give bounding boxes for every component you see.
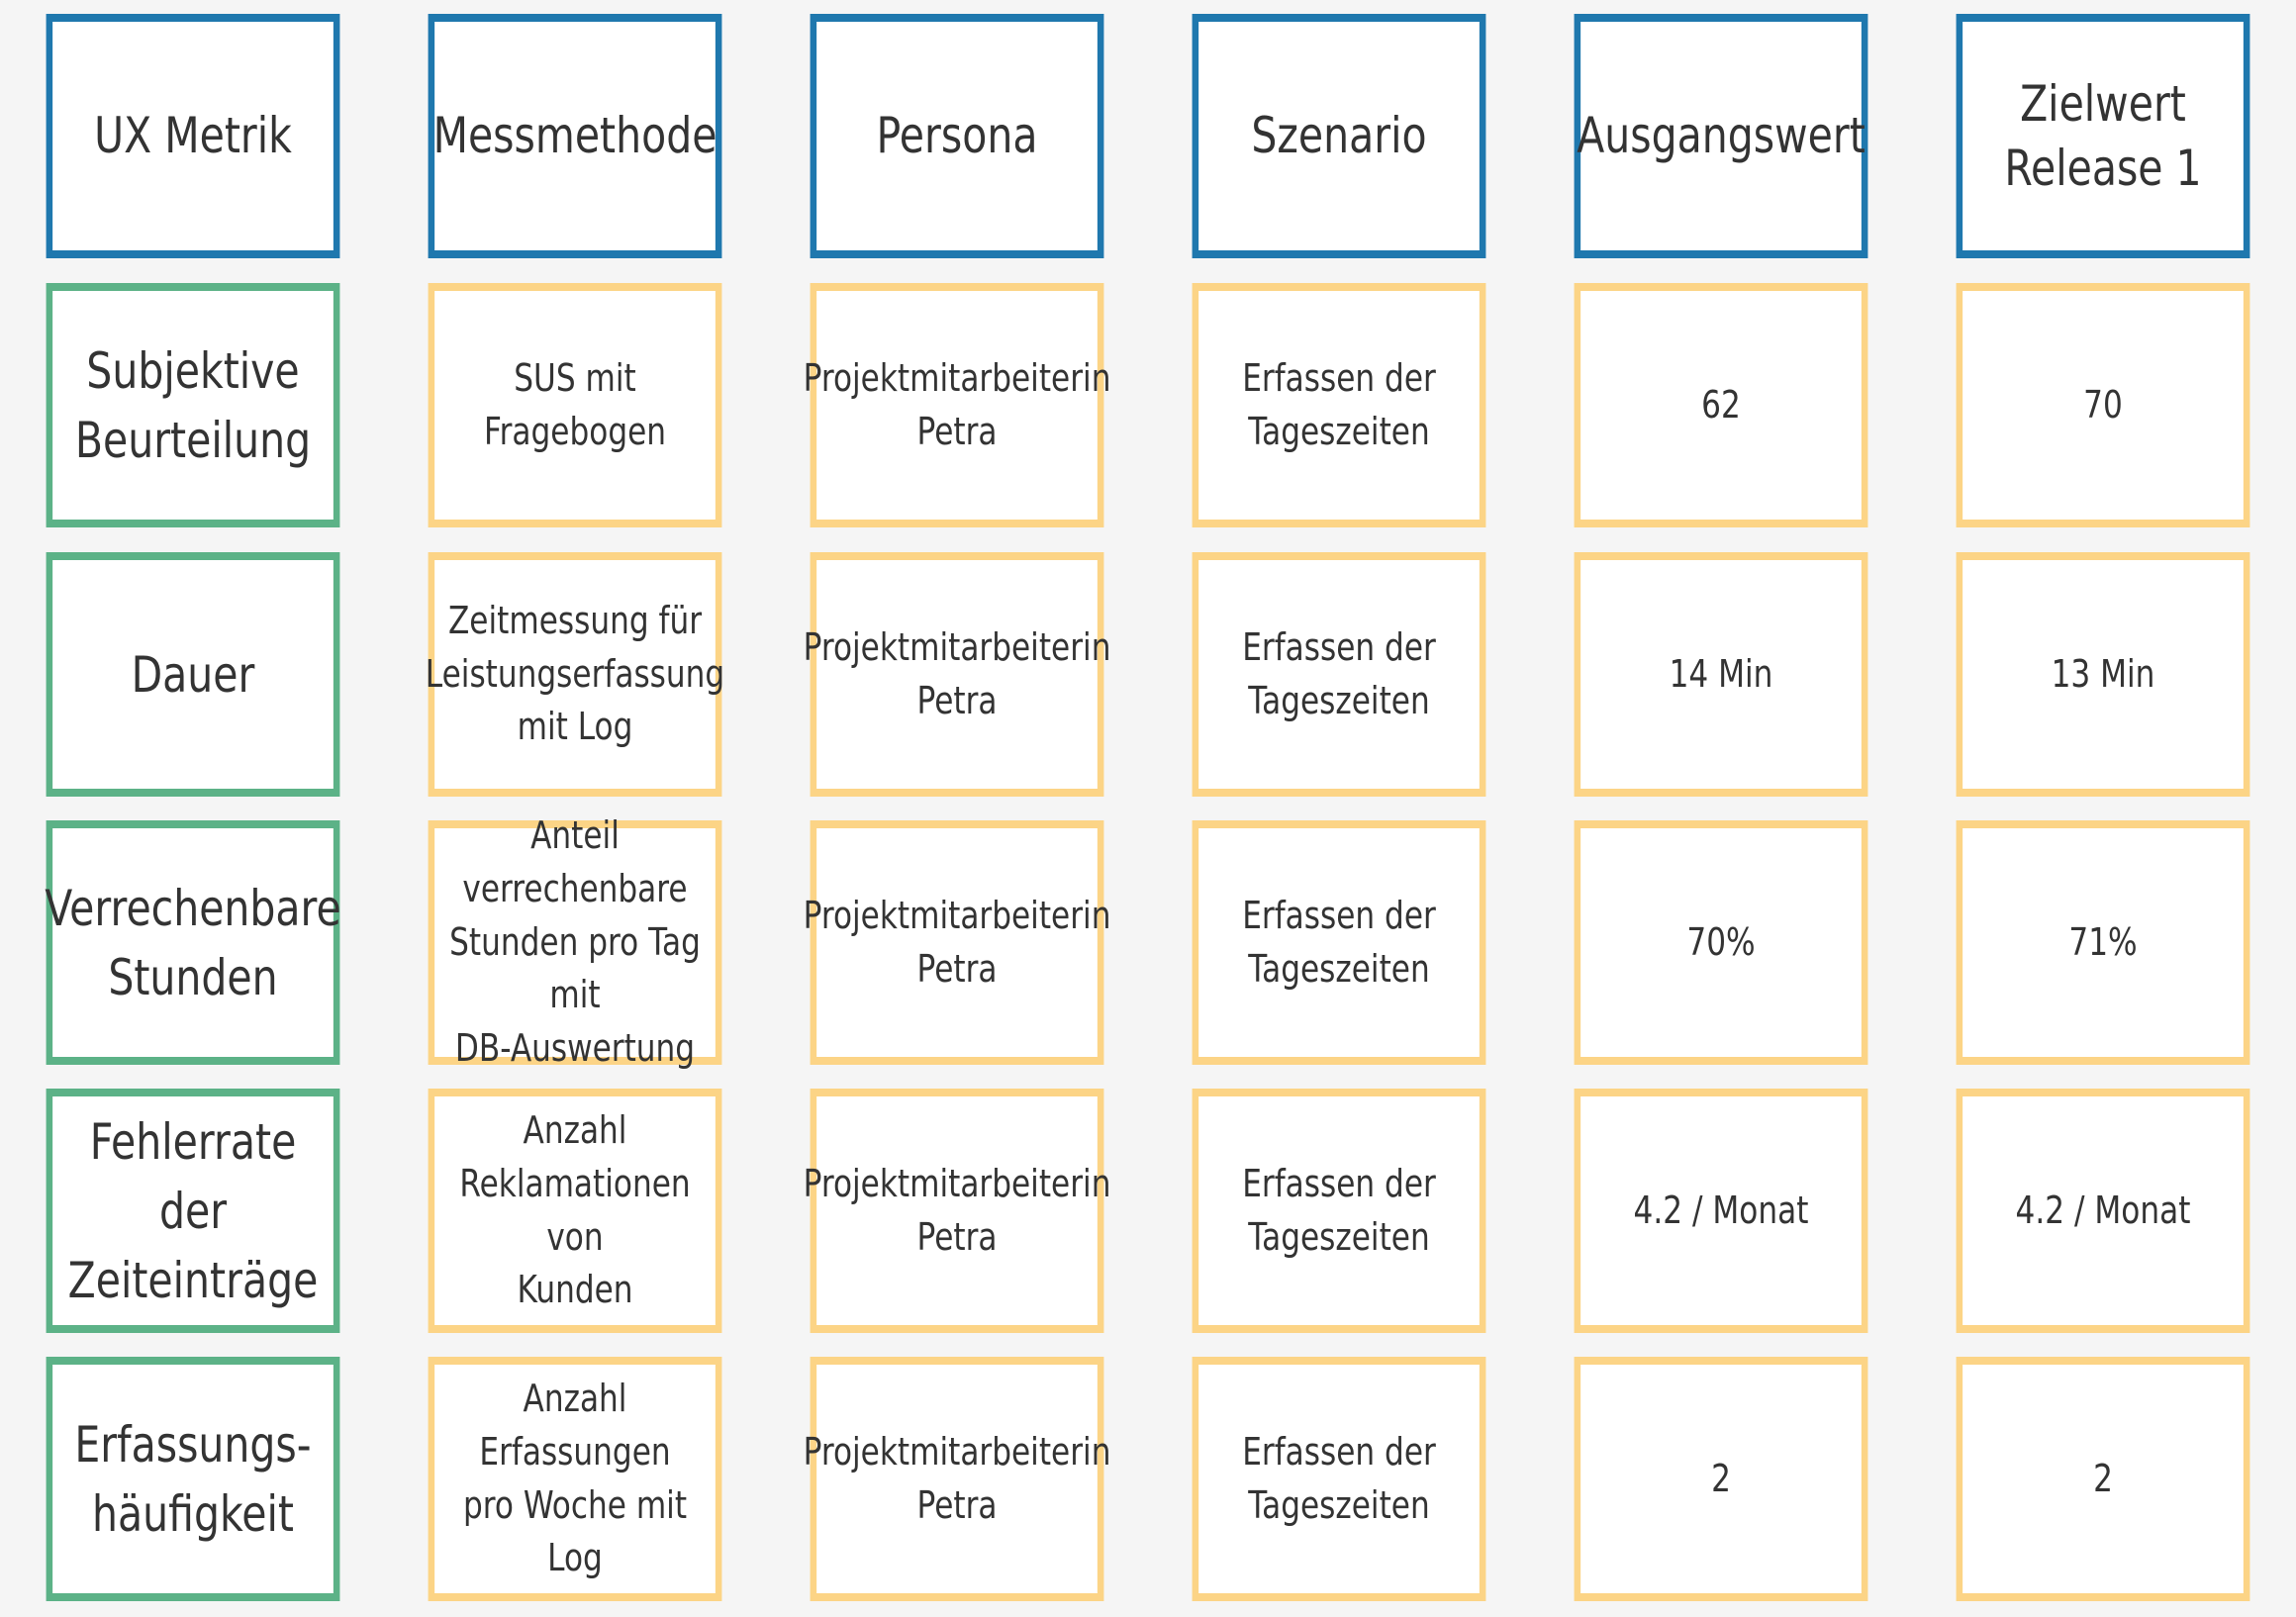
baseline-cell — [1575, 820, 1868, 1065]
persona-cell — [803, 552, 1111, 797]
baseline-value: 4.2 / Monat — [1633, 1188, 1809, 1232]
persona-text: Projektmitarbeiterin Petra — [803, 1161, 1111, 1259]
header-label: Persona — [876, 107, 1038, 164]
scenario-cell — [1193, 820, 1486, 1065]
scenario-text: Erfassen der Tageszeiten — [1242, 1429, 1436, 1527]
method-text: Anzahl Reklamationen von Kunden — [459, 1107, 691, 1312]
method-cell — [425, 552, 725, 797]
scenario-text: Erfassen der Tageszeiten — [1242, 355, 1436, 453]
target-cell — [1957, 1357, 2250, 1601]
target-value: 71% — [2068, 919, 2138, 964]
persona-cell — [803, 820, 1111, 1065]
metric-cell — [47, 1089, 340, 1333]
persona-cell — [803, 1357, 1111, 1601]
target-value: 13 Min — [2051, 651, 2155, 696]
baseline-value: 62 — [1701, 382, 1741, 427]
scenario-text: Erfassen der Tageszeiten — [1242, 1161, 1436, 1259]
metric-cell — [47, 1357, 340, 1601]
baseline-value: 2 — [1711, 1456, 1731, 1500]
baseline-cell — [1575, 1089, 1868, 1333]
header-ausgangswert — [1575, 14, 1868, 258]
method-text: Anteil verrechenbare Stunden pro Tag mit DB-Auswertung — [449, 812, 701, 1071]
header-zielwert — [1957, 14, 2250, 258]
target-value: 4.2 / Monat — [2015, 1188, 2191, 1232]
method-text: Anzahl Erfassungen pro Woche mit Log — [462, 1376, 688, 1580]
header-persona — [811, 14, 1104, 258]
persona-text: Projektmitarbeiterin Petra — [803, 624, 1111, 722]
metric-cell — [47, 552, 340, 797]
scenario-text: Erfassen der Tageszeiten — [1242, 624, 1436, 722]
baseline-cell — [1575, 552, 1868, 797]
header-label: Szenario — [1251, 107, 1427, 164]
metric-label: Subjektive Beurteilung — [74, 341, 312, 469]
metric-label: Verrechenbare Stunden — [45, 879, 341, 1006]
scenario-cell — [1193, 552, 1486, 797]
header-messmethode — [429, 14, 722, 258]
metric-cell — [47, 820, 340, 1065]
scenario-cell — [1193, 1089, 1486, 1333]
persona-text: Projektmitarbeiterin Petra — [803, 1429, 1111, 1527]
header-label: Messmethode — [432, 107, 718, 164]
baseline-value: 70% — [1686, 919, 1756, 964]
metric-label: Fehlerrate der Zeiteinträge — [67, 1112, 319, 1309]
baseline-cell — [1575, 1357, 1868, 1601]
target-cell — [1957, 283, 2250, 527]
method-text: Zeitmessung für Leistungserfassung mit Log — [425, 598, 725, 749]
target-value: 2 — [2093, 1456, 2113, 1500]
target-cell — [1957, 1089, 2250, 1333]
header-label: UX Metrik — [94, 107, 292, 164]
header-label: Ausgangswert — [1577, 107, 1866, 164]
target-value: 70 — [2083, 382, 2123, 427]
header-label: Zielwert Release 1 — [2004, 74, 2202, 197]
method-cell — [429, 283, 722, 527]
scenario-text: Erfassen der Tageszeiten — [1242, 893, 1436, 991]
persona-text: Projektmitarbeiterin Petra — [803, 893, 1111, 991]
method-text: SUS mit Fragebogen — [483, 355, 667, 453]
target-cell — [1957, 820, 2250, 1065]
persona-cell — [803, 283, 1111, 527]
baseline-cell — [1575, 283, 1868, 527]
method-cell — [429, 812, 722, 1071]
metric-label: Dauer — [131, 645, 255, 704]
metric-label: Erfassungs- häufigkeit — [74, 1415, 312, 1543]
scenario-cell — [1193, 1357, 1486, 1601]
method-cell — [429, 1357, 722, 1601]
header-ux-metrik — [47, 14, 340, 258]
metric-cell — [47, 283, 340, 527]
scenario-cell — [1193, 283, 1486, 527]
method-cell — [429, 1089, 722, 1333]
baseline-value: 14 Min — [1669, 651, 1773, 696]
persona-text: Projektmitarbeiterin Petra — [803, 355, 1111, 453]
persona-cell — [803, 1089, 1111, 1333]
header-szenario — [1193, 14, 1486, 258]
target-cell — [1957, 552, 2250, 797]
